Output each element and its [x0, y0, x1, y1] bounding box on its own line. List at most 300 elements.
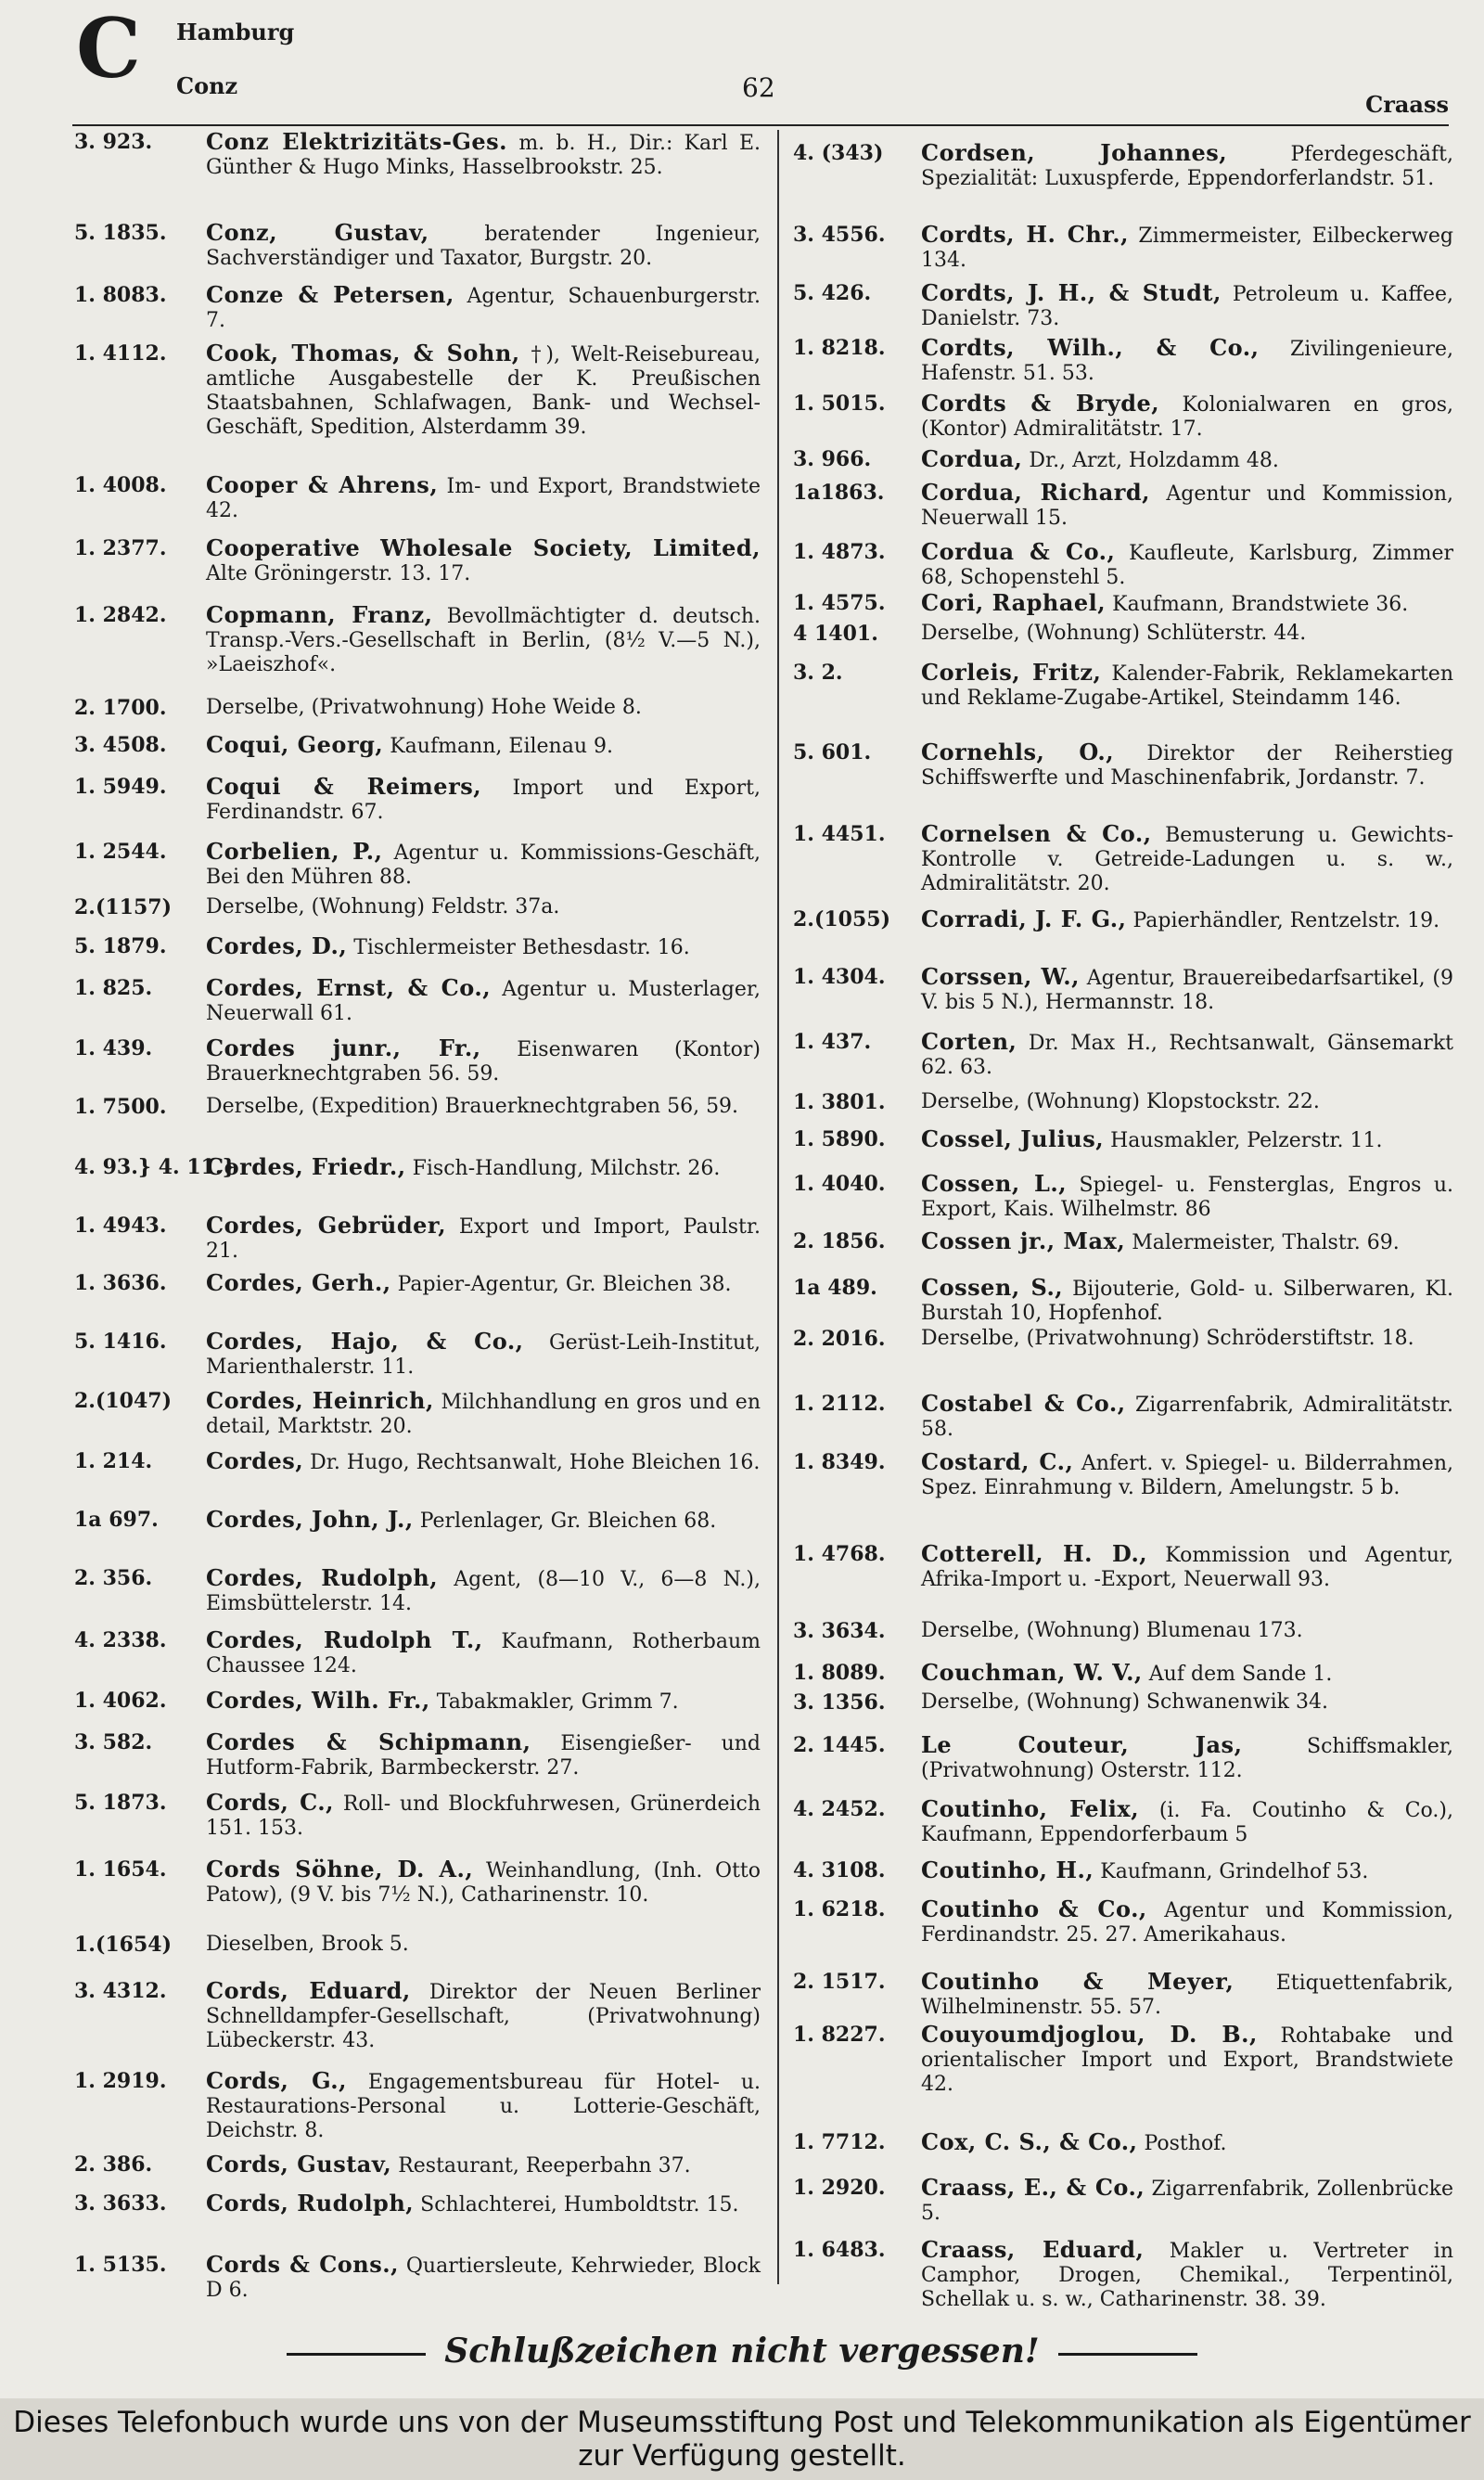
exchange-number: 3. 923.	[74, 130, 153, 154]
exchange-number: 3. 3634.	[793, 1619, 886, 1643]
exchange-number: 1. 6218.	[793, 1897, 886, 1921]
entry-text	[921, 591, 1453, 617]
subscriber-name: Cordts, J. H., & Studt,	[921, 279, 1222, 306]
exchange-number: 2.(1157)	[74, 895, 173, 919]
entry-text	[921, 622, 1453, 646]
entry-text	[921, 1327, 1453, 1351]
subscriber-name: Cords Söhne, D. A.,	[206, 1856, 474, 1882]
subscriber-name: Cossen jr., Max,	[921, 1227, 1126, 1254]
entry-text	[206, 1791, 761, 1841]
exchange-number: 1. 6483.	[793, 2238, 886, 2262]
subscriber-name: Corbelien, P.,	[206, 838, 383, 865]
subscriber-details: Kaufmann, Eilenau 9.	[390, 735, 613, 758]
exchange-number: 3. 4556.	[793, 223, 886, 247]
entry-text	[921, 1619, 1453, 1643]
subscriber-details: Zivilingenieure, Hafenstr. 51. 53.	[921, 338, 1453, 385]
subscriber-name: Cordes junr., Fr.,	[206, 1034, 481, 1061]
directory-entry	[74, 840, 761, 890]
entry-text	[921, 1797, 1453, 1847]
subscriber-name: Corleis, Fritz,	[921, 659, 1102, 686]
exchange-number: 2. 1445.	[793, 1733, 886, 1757]
exchange-number: 1. 8083.	[74, 283, 167, 307]
subscriber-name: Copmann, Franz,	[206, 601, 433, 628]
exchange-number: 1. 5949.	[74, 775, 167, 799]
exchange-number: 1. 825.	[74, 976, 153, 1000]
entry-text	[206, 1036, 761, 1086]
exchange-number: 3. 2.	[793, 661, 843, 685]
entry-text	[206, 1271, 761, 1297]
subscriber-details: Kalender-Fabrik, Reklamekarten und Reklame-Zugabe-Artikel, Steindamm 146.	[921, 662, 1453, 710]
city-heading: Hamburg	[176, 19, 295, 45]
entry-text	[206, 895, 761, 919]
subscriber-name: Cords, C.,	[206, 1789, 334, 1816]
subscriber-name: Coutinho & Meyer,	[921, 1968, 1235, 1995]
entry-text	[921, 1897, 1453, 1947]
entry-text	[206, 1389, 761, 1439]
directory-entry	[793, 1970, 1453, 2020]
subscriber-name: Cordes,	[206, 1447, 304, 1474]
directory-entry	[793, 540, 1453, 590]
subscriber-details: Posthof.	[1144, 2132, 1227, 2155]
subscriber-details: Bemusterung u. Gewichts-Kontrolle v. Getreide-Ladungen u. s. w., Admiralitätstr. 20.	[921, 824, 1453, 895]
directory-entry	[74, 1095, 761, 1119]
subscriber-name: Cords, Gustav,	[206, 2151, 392, 2178]
subscriber-name: Cordes, Friedr.,	[206, 1153, 406, 1180]
entry-text	[921, 1858, 1453, 1884]
exchange-number: 1. 5135.	[74, 2253, 167, 2277]
subscriber-details: Schiffsmakler, (Privatwohnung) Osterstr. 112.	[921, 1735, 1454, 1782]
entry-text	[921, 223, 1453, 273]
subscriber-name: Cordes, Hajo, & Co.,	[206, 1328, 524, 1355]
subscriber-name: Coutinho, Felix,	[921, 1795, 1140, 1822]
subscriber-details: Makler u. Vertreter in Camphor, Drogen, Chemikal., Terpentinöl, Schellak u. s. w., Catharinenstr. 38. 39.	[921, 2240, 1454, 2311]
subscriber-name: Cordua, Richard,	[921, 479, 1151, 506]
exchange-number: 3. 1356.	[793, 1690, 886, 1715]
subscriber-details: Zigarrenfabrik, Zollenbrücke 5.	[921, 2178, 1453, 2225]
subscriber-name: Corssen, W.,	[921, 963, 1080, 990]
entry-text	[921, 1276, 1453, 1326]
subscriber-name: Cordes, D.,	[206, 932, 348, 959]
subscriber-details: Import und Export, Ferdinandstr. 67.	[206, 777, 761, 824]
subscriber-details: Direktor der Neuen Berliner Schnelldampfer-Gesellschaft, (Privatwohnung) Lübeckerstr. 43.	[206, 1981, 761, 2052]
subscriber-details: Kaufmann, Brandstwiete 36.	[1112, 593, 1409, 616]
exchange-number: 5. 1416.	[74, 1330, 167, 1354]
entry-text	[206, 1933, 761, 1957]
exchange-number: 1. 4112.	[74, 341, 167, 366]
subscriber-name: Cords, Eduard,	[206, 1977, 411, 2004]
exchange-number: 1. 214.	[74, 1449, 153, 1473]
subscriber-name: Couchman, W. V.,	[921, 1659, 1143, 1686]
exchange-number: 2. 1517.	[793, 1970, 886, 1994]
directory-entry	[74, 1730, 761, 1780]
subscriber-details: Direktor der Reiherstieg Schiffswerfte und Maschinenfabrik, Jordanstr. 7.	[921, 742, 1453, 790]
exchange-number: 1. 8227.	[793, 2023, 886, 2047]
directory-entry	[74, 1979, 761, 2053]
entry-text	[921, 1229, 1453, 1255]
subscriber-details: Weinhandlung, (Inh. Otto Patow), (9 V. bis 7½ N.), Catharinenstr. 10.	[206, 1859, 761, 1907]
directory-entry	[74, 2253, 761, 2303]
exchange-number: 1. 4575.	[793, 591, 886, 615]
exchange-number: 3. 4312.	[74, 1979, 167, 2003]
exchange-number: 2. 1700.	[74, 696, 167, 720]
entry-text	[206, 473, 761, 523]
exchange-number: 1. 2920.	[793, 2176, 886, 2200]
entry-text	[921, 447, 1453, 473]
entry-text	[921, 1392, 1453, 1442]
directory-entry	[74, 696, 761, 720]
subscriber-name: Cordes, John, J.,	[206, 1506, 414, 1533]
subscriber-name: Cossen, S.,	[921, 1274, 1064, 1301]
exchange-number: 1. 2544.	[74, 840, 167, 864]
directory-entry	[793, 2176, 1453, 2226]
subscriber-name: Cords, Rudolph,	[206, 2190, 415, 2217]
exchange-number: 1. 8218.	[793, 336, 886, 360]
subscriber-name: Cornehls, O.,	[921, 739, 1115, 765]
subscriber-name: Cori, Raphael,	[921, 589, 1107, 616]
directory-entry	[74, 934, 761, 960]
subscriber-name: Corten,	[921, 1028, 1017, 1055]
entry-text	[921, 1127, 1453, 1153]
subscriber-details: Restaurant, Reeperbahn 37.	[398, 2154, 691, 2178]
directory-entry	[74, 1689, 761, 1715]
entry-text	[206, 1566, 761, 1616]
entry-text	[206, 840, 761, 890]
entry-text	[921, 1690, 1453, 1715]
subscriber-details: Alte Gröningerstr. 13. 17.	[206, 562, 471, 585]
directory-entry	[793, 1661, 1453, 1687]
subscriber-details: Tischlermeister Bethesdastr. 16.	[353, 936, 690, 959]
exchange-number: 5. 1835.	[74, 221, 167, 245]
entry-text	[206, 341, 761, 440]
subscriber-details: Tabakmakler, Grimm 7.	[436, 1690, 679, 1714]
entry-text	[206, 1628, 761, 1678]
directory-entry	[74, 976, 761, 1026]
entry-text	[206, 1449, 761, 1475]
subscriber-details: Zimmermeister, Eilbeckerweg 134.	[921, 225, 1454, 272]
exchange-number: 1a 489.	[793, 1276, 877, 1300]
exchange-number: 1. 3636.	[74, 1271, 167, 1295]
directory-entry	[793, 1897, 1453, 1947]
exchange-number: 4. 2338.	[74, 1628, 167, 1652]
exchange-number: 1. 4040.	[793, 1172, 886, 1196]
entry-text	[206, 2152, 761, 2178]
subscriber-name: Corradi, J. F. G.,	[921, 906, 1127, 932]
subscriber-name: Cordes, Gebrüder,	[206, 1212, 447, 1239]
directory-entry	[74, 603, 761, 677]
exchange-number: 3. 582.	[74, 1730, 153, 1754]
subscriber-details: Eisengießer- und Hutform-Fabrik, Barmbeckerstr. 27.	[206, 1732, 761, 1780]
exchange-number: 1. 4008.	[74, 473, 167, 497]
exchange-number: 1. 2919.	[74, 2069, 167, 2093]
footer-dash-right	[1058, 2353, 1197, 2356]
directory-entry	[74, 1271, 761, 1297]
entry-text	[921, 661, 1453, 711]
subscriber-details: Derselbe, (Wohnung) Feldstr. 37a.	[206, 895, 560, 919]
exchange-number: 4 1401.	[793, 622, 878, 646]
exchange-number: 1a1863.	[793, 481, 885, 505]
directory-entry	[793, 392, 1453, 442]
entry-text	[206, 1214, 761, 1264]
directory-entry	[793, 822, 1453, 896]
directory-entry	[74, 473, 761, 523]
directory-entry	[793, 141, 1453, 191]
entry-text	[206, 1689, 761, 1715]
directory-entry	[793, 1030, 1453, 1080]
exchange-number: 4. 2452.	[793, 1797, 886, 1821]
subscriber-details: Spiegel- u. Fensterglas, Engros u. Export, Kais. Wilhelmstr. 86	[921, 1174, 1453, 1221]
subscriber-name: Cook, Thomas, & Sohn,	[206, 340, 520, 366]
directory-entry	[793, 2238, 1453, 2312]
subscriber-name: Cordes & Schipmann,	[206, 1728, 531, 1755]
directory-entry	[793, 1127, 1453, 1153]
directory-entry	[793, 336, 1453, 386]
exchange-number: 1. 4304.	[793, 965, 886, 989]
subscriber-details: Bevollmächtigter d. deutsch. Transp.-Vers.-Gesellschaft in Berlin, (8½ V.—5 N.), »Laeiszhof«.	[206, 605, 761, 676]
entry-text	[206, 283, 761, 333]
entry-text	[921, 2176, 1453, 2226]
subscriber-name: Cordts, Wilh., & Co.,	[921, 334, 1260, 361]
directory-entry	[74, 2191, 761, 2217]
directory-entry	[793, 1542, 1453, 1592]
exchange-number: 2. 2016.	[793, 1327, 886, 1351]
directory-entry	[793, 223, 1453, 273]
subscriber-name: Cords, G.,	[206, 2067, 347, 2094]
subscriber-details: Auf dem Sande 1.	[1148, 1663, 1333, 1686]
entry-text	[921, 1172, 1453, 1222]
entry-text	[921, 141, 1453, 191]
directory-entry	[793, 1327, 1453, 1351]
subscriber-details: Export und Import, Paulstr. 21.	[206, 1215, 761, 1263]
entry-text	[921, 1970, 1453, 2020]
subscriber-details: Dr. Max H., Rechtsanwalt, Gänsemarkt 62. 63.	[921, 1032, 1453, 1079]
entry-text	[206, 1508, 761, 1534]
exchange-number: 1. 2112.	[793, 1392, 886, 1416]
subscriber-name: Cordsen, Johannes,	[921, 139, 1228, 166]
subscriber-details: Papier-Agentur, Gr. Bleichen 38.	[397, 1273, 732, 1296]
subscriber-name: Cox, C. S., & Co.,	[921, 2128, 1138, 2155]
exchange-number: 4. 3108.	[793, 1858, 886, 1882]
directory-entry	[74, 283, 761, 333]
directory-entry	[793, 481, 1453, 531]
entry-text	[206, 603, 761, 677]
exchange-number: 2. 1856.	[793, 1229, 886, 1253]
directory-entry	[793, 1229, 1453, 1255]
entry-text	[921, 1090, 1453, 1114]
exchange-number: 1. 4451.	[793, 822, 886, 846]
directory-entry	[793, 1090, 1453, 1114]
exchange-number: 1. 4062.	[74, 1689, 167, 1713]
subscriber-name: Cordes, Gerh.,	[206, 1269, 391, 1296]
subscriber-name: Cordua,	[921, 445, 1023, 472]
subscriber-details: Bijouterie, Gold- u. Silberwaren, Kl. Burstah 10, Hopfenhof.	[921, 1278, 1454, 1325]
directory-entry	[793, 622, 1453, 646]
directory-entry	[74, 221, 761, 271]
exchange-number: 2.(1055)	[793, 907, 891, 932]
directory-entry	[74, 536, 761, 586]
entry-text	[206, 934, 761, 960]
exchange-number: 2. 356.	[74, 1566, 153, 1590]
subscriber-details: Agentur, Schauenburgerstr. 7.	[206, 285, 761, 332]
entry-text	[206, 1730, 761, 1780]
subscriber-name: Cossel, Julius,	[921, 1125, 1105, 1152]
subscriber-details: Kommission und Agentur, Afrika-Import u. -Export, Neuerwall 93.	[921, 1544, 1453, 1591]
entry-text	[206, 775, 761, 825]
subscriber-name: Cordts & Bryde,	[921, 390, 1160, 417]
entry-text	[921, 965, 1453, 1015]
exchange-number: 1. 8089.	[793, 1661, 886, 1685]
entry-text	[206, 2191, 761, 2217]
subscriber-details: Derselbe, (Privatwohnung) Schröderstiftstr. 18.	[921, 1327, 1414, 1350]
page-number: 62	[742, 72, 775, 103]
subscriber-details: Agentur und Kommission, Ferdinandstr. 25. 27. Amerikahaus.	[921, 1899, 1453, 1947]
subscriber-details: Kaufmann, Grindelhof 53.	[1100, 1860, 1369, 1883]
subscriber-name: Cordes, Wilh. Fr.,	[206, 1687, 430, 1714]
exchange-number: 1. 7500.	[74, 1095, 167, 1119]
directory-entry	[74, 1214, 761, 1264]
credit-text: Dieses Telefonbuch wurde uns von der Museumsstiftung Post und Telekommunikation als Eigentümer zur Verfügung gestellt.	[13, 2406, 1471, 2473]
directory-entry	[793, 740, 1453, 790]
exchange-number: 1. 5015.	[793, 392, 886, 416]
exchange-number: 5. 1873.	[74, 1791, 167, 1815]
directory-entry	[793, 661, 1453, 711]
exchange-number: 1.(1654)	[74, 1933, 173, 1957]
directory-entry	[793, 281, 1453, 331]
exchange-number: 1a 697.	[74, 1508, 159, 1532]
directory-entry	[74, 1628, 761, 1678]
exchange-number: 5. 426.	[793, 281, 872, 305]
subscriber-name: Cordes, Ernst, & Co.,	[206, 974, 492, 1001]
directory-entry	[793, 2130, 1453, 2156]
directory-entry	[74, 1449, 761, 1475]
directory-entry	[74, 130, 761, 180]
entry-text	[206, 2253, 761, 2303]
subscriber-details: Derselbe, (Expedition) Brauerknechtgraben 56, 59.	[206, 1095, 739, 1118]
subscriber-name: Cordes, Rudolph T.,	[206, 1626, 483, 1653]
subscriber-details: Fisch-Handlung, Milchstr. 26.	[412, 1157, 721, 1180]
entry-text	[921, 540, 1453, 590]
subscriber-name: Conz Elektrizitäts-Ges.	[206, 128, 508, 155]
entry-text	[921, 740, 1453, 790]
subscriber-name: Le Couteur, Jas,	[921, 1731, 1243, 1758]
subscriber-details: beratender Ingenieur, Sachverständiger und Taxator, Burgstr. 20.	[206, 223, 761, 270]
exchange-number: 2. 386.	[74, 2152, 153, 2177]
subscriber-details: Derselbe, (Wohnung) Klopstockstr. 22.	[921, 1090, 1320, 1113]
subscriber-name: Costard, C.,	[921, 1448, 1074, 1475]
subscriber-details: Rohtabake und orientalischer Import und Export, Brandstwiete 42.	[921, 2024, 1454, 2096]
subscriber-name: Cotterell, H. D.,	[921, 1540, 1148, 1567]
subscriber-details: Kaufmann, Rotherbaum Chaussee 124.	[206, 1630, 761, 1677]
directory-entry	[74, 1508, 761, 1534]
subscriber-details: †), Welt-Reisebureau, amtliche Ausgabestelle der K. Preußischen Staatsbahnen, Schlafwagen, Bank- und Wechsel-Geschäft, Spedition, Alsterdamm 39.	[206, 343, 761, 439]
directory-entry	[793, 1797, 1453, 1847]
first-entry-heading: Conz	[176, 72, 238, 99]
entry-text	[206, 976, 761, 1026]
entry-text	[206, 1330, 761, 1380]
directory-entry	[793, 1276, 1453, 1326]
directory-entry	[74, 1566, 761, 1616]
entry-text	[921, 907, 1453, 933]
entry-text	[921, 2023, 1453, 2097]
subscriber-details: Zigarrenfabrik, Admiralitätstr. 58.	[921, 1394, 1453, 1441]
directory-entry	[74, 733, 761, 759]
entry-text	[921, 336, 1453, 386]
subscriber-details: Kolonialwaren en gros, (Kontor) Admiralitätstr. 17.	[921, 393, 1454, 441]
exchange-number: 1. 3801.	[793, 1090, 886, 1114]
directory-entry	[793, 1172, 1453, 1222]
entry-text	[921, 1542, 1453, 1592]
entry-text	[921, 481, 1453, 531]
subscriber-details: Agentur u. Kommissions-Geschäft, Bei den Mühren 88.	[206, 842, 761, 889]
subscriber-name: Couyoumdjoglou, D. B.,	[921, 2021, 1258, 2048]
directory-entry	[74, 2152, 761, 2178]
directory-entry	[793, 1733, 1453, 1783]
subscriber-details: Kaufleute, Karlsburg, Zimmer 68, Schopenstehl 5.	[921, 542, 1453, 589]
exchange-number: 4. 93.} 4. 11.}	[74, 1155, 236, 1179]
column-divider	[777, 130, 779, 2284]
subscriber-name: Coutinho & Co.,	[921, 1895, 1147, 1922]
subscriber-name: Cossen, L.,	[921, 1170, 1068, 1197]
subscriber-name: Cooper & Ahrens,	[206, 471, 439, 498]
subscriber-name: Conz, Gustav,	[206, 219, 429, 246]
subscriber-name: Cordes, Rudolph,	[206, 1564, 439, 1591]
entry-text	[921, 2238, 1453, 2312]
directory-entry	[74, 2069, 761, 2143]
directory-entry	[74, 895, 761, 919]
directory-entry	[793, 1858, 1453, 1884]
subscriber-details: Gerüst-Leih-Institut, Marienthalerstr. 11.	[206, 1331, 761, 1379]
subscriber-name: Cords & Cons.,	[206, 2251, 399, 2278]
subscriber-name: Cornelsen & Co.,	[921, 820, 1152, 847]
subscriber-name: Coqui & Reimers,	[206, 773, 482, 800]
subscriber-name: Cordua & Co.,	[921, 538, 1116, 565]
subscriber-details: Derselbe, (Wohnung) Schwanenwik 34.	[921, 1690, 1328, 1714]
exchange-number: 1. 437.	[793, 1030, 872, 1054]
section-letter: C	[76, 0, 142, 96]
entry-text	[206, 1095, 761, 1119]
subscriber-details: Engagementsbureau für Hotel- u. Restaurations-Personal u. Lotterie-Geschäft, Deichstr. 8.	[206, 2071, 761, 2142]
exchange-number: 3. 966.	[793, 447, 872, 471]
directory-entry	[74, 1389, 761, 1439]
exchange-number: 5. 601.	[793, 740, 872, 765]
entry-text	[206, 2069, 761, 2143]
subscriber-details: Etiquettenfabrik, Wilhelminenstr. 55. 57.	[921, 1972, 1453, 2019]
subscriber-details: Malermeister, Thalstr. 69.	[1132, 1231, 1400, 1254]
entry-text	[921, 1450, 1453, 1500]
directory-entry	[793, 1690, 1453, 1715]
exchange-number: 3. 4508.	[74, 733, 167, 757]
entry-text	[206, 733, 761, 759]
subscriber-details: Schlachterei, Humboldtstr. 15.	[420, 2193, 739, 2217]
directory-entry	[74, 1330, 761, 1380]
subscriber-details: Pferdegeschäft, Spezialität: Luxuspferde, Eppendorferlandstr. 51.	[921, 143, 1453, 190]
entry-text	[921, 2130, 1453, 2156]
directory-entry	[74, 341, 761, 440]
subscriber-details: Dr., Arzt, Holzdamm 48.	[1029, 449, 1279, 472]
subscriber-name: Cordes, Heinrich,	[206, 1387, 434, 1414]
subscriber-name: Craass, Eduard,	[921, 2236, 1145, 2263]
directory-entry	[74, 1155, 761, 1181]
subscriber-name: Cooperative Wholesale Society, Limited,	[206, 534, 761, 561]
subscriber-details: Derselbe, (Privatwohnung) Hohe Weide 8.	[206, 696, 642, 719]
exchange-number: 1. 1654.	[74, 1857, 167, 1882]
subscriber-details: Dieselben, Brook 5.	[206, 1933, 409, 1956]
exchange-number: 1. 5890.	[793, 1127, 886, 1151]
subscriber-details: Dr. Hugo, Rechtsanwalt, Hohe Bleichen 16.	[310, 1451, 761, 1474]
header-rule	[72, 124, 1449, 126]
subscriber-details: m. b. H., Dir.: Karl E. Günther & Hugo Minks, Hasselbrookstr. 25.	[206, 132, 761, 179]
entry-text	[921, 392, 1453, 442]
subscriber-name: Craass, E., & Co.,	[921, 2174, 1145, 2201]
